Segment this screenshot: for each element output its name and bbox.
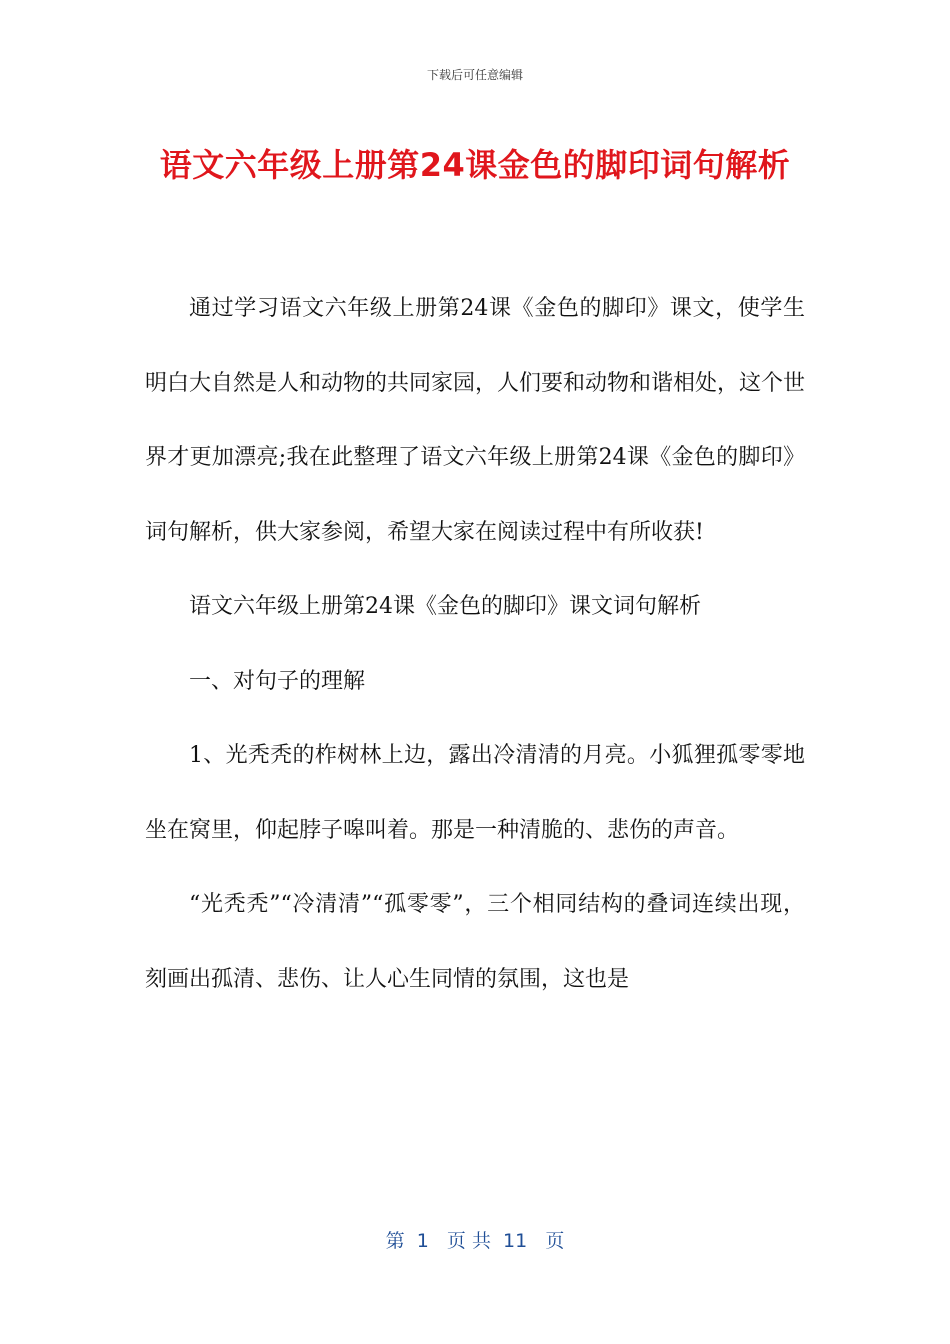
page-title: 语文六年级上册第24课金色的脚印词句解析 xyxy=(159,146,791,184)
page-number-footer: 第 1 页 共 11 页 xyxy=(385,1230,565,1252)
body-text xyxy=(145,272,805,1017)
paragraph-subheading: 一、对句子的理解 xyxy=(189,668,366,694)
paragraph-section-heading: 语文六年级上册第24课《金色的脚印》课文词句解析 xyxy=(189,594,701,619)
header-note: 下载后可任意编辑 xyxy=(426,68,523,82)
paragraph-intro: 通过学习语文六年级上册第24课《金色的脚印》课文，使学生明白大自然是人和动物的共同家园，人们要和动物和谐相处，这个世界才更加漂亮;我在此整理了语文六年级上册第24课《金色的脚印》词句解析，供大家参阅，希望大家在阅读过程中有所收获! xyxy=(145,296,806,545)
paragraph-sentence-1: 1、光秃秃的柞树林上边，露出冷清清的月亮。小狐狸孤零零地坐在窝里，仰起脖子嗥叫着。那是一种清脆的、悲伤的声音。 xyxy=(145,743,805,843)
paragraph-analysis: “光秃秃”“冷清清”“孤零零”，三个相同结构的叠词连续出现，刻画出孤清、悲伤、让人心生同情的氛围，这也是 xyxy=(145,892,805,992)
